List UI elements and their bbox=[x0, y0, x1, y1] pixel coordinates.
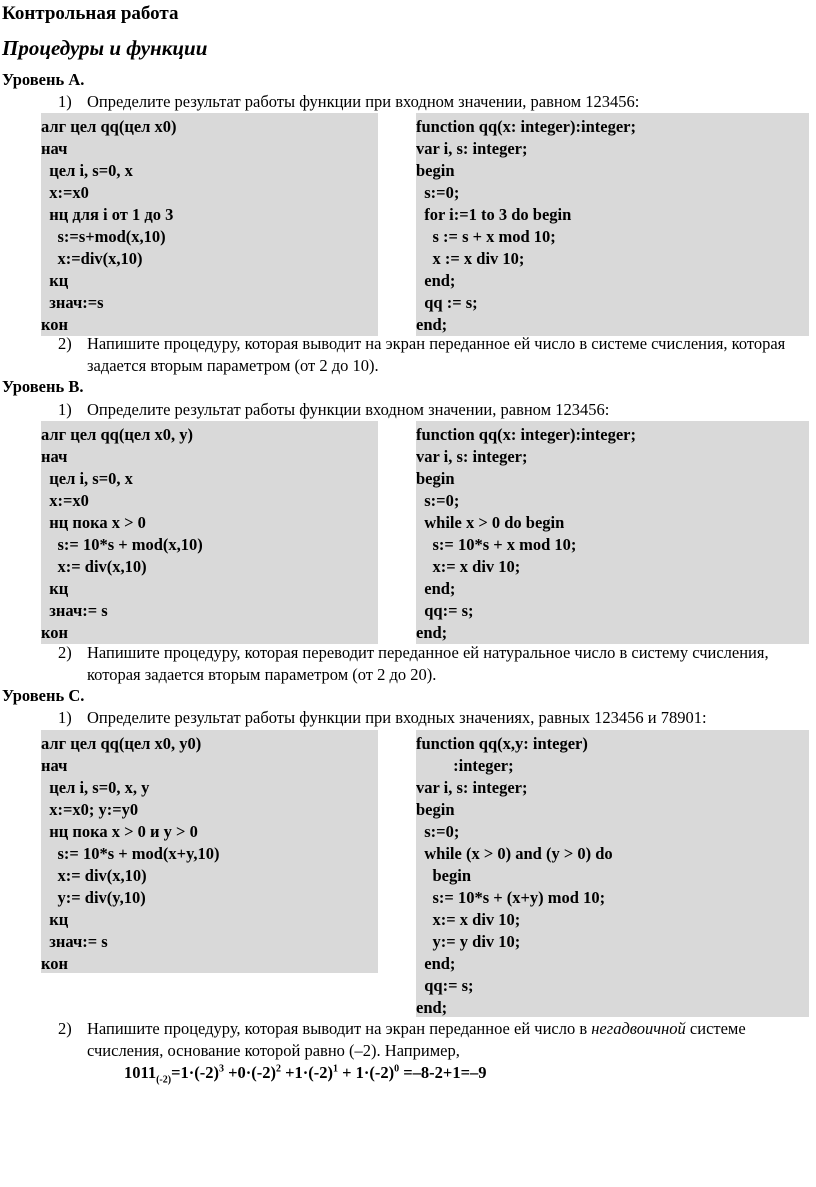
code-line: знач:=s bbox=[41, 293, 104, 312]
code-line: begin bbox=[416, 866, 472, 885]
task-text: Напишите процедуру, которая выводит на экран переданное ей число в системе счисления, которая задается вторым параметром (от 2 до 10). bbox=[87, 334, 786, 375]
code-line: цел i, s=0, x bbox=[41, 469, 133, 488]
code-line: begin bbox=[416, 800, 455, 819]
level-b-heading: Уровень В. bbox=[2, 377, 84, 396]
code-line: нач bbox=[41, 756, 68, 775]
code-line: end; bbox=[416, 271, 456, 290]
code-line: нц для i от 1 до 3 bbox=[41, 205, 174, 224]
code-line: end; bbox=[416, 315, 448, 334]
code-line: while (x > 0) and (y > 0) do bbox=[416, 844, 613, 863]
negabinary-example: $1011_{(-2)}=1\cdot(-2)^3 +0\cdot(-2)^2 +1\cdot(-2)^1 + 1\cdot(-2)^0 =-8-2+1=-9$ bbox=[124, 1063, 487, 1086]
task-number: 2) bbox=[58, 334, 72, 353]
code-line: нач bbox=[41, 139, 68, 158]
code-line: end; bbox=[416, 998, 448, 1017]
code-line: x:= div(x,10) bbox=[41, 557, 147, 576]
level-a-algorithm-code bbox=[41, 113, 378, 336]
code-line: знач:= s bbox=[41, 932, 108, 951]
code-line: var i, s: integer; bbox=[416, 778, 528, 797]
level-c-task-2 bbox=[58, 1018, 803, 1062]
code-line: кон bbox=[41, 315, 69, 334]
code-line: end; bbox=[416, 579, 456, 598]
code-line: нц пока x > 0 bbox=[41, 513, 146, 532]
task-text: Определите результат работы функции при входном значении, равном 123456: bbox=[87, 92, 640, 111]
level-c-task-1 bbox=[58, 707, 803, 729]
code-line: qq := s; bbox=[416, 293, 478, 312]
code-line: var i, s: integer; bbox=[416, 447, 528, 466]
code-line: x := x div 10; bbox=[416, 249, 525, 268]
code-line: кон bbox=[41, 623, 69, 642]
code-line: end; bbox=[416, 623, 448, 642]
code-line: s:= 10*s + (x+y) mod 10; bbox=[416, 888, 606, 907]
task-text: Определите результат работы функции входном значении, равном 123456: bbox=[87, 400, 610, 419]
code-line: нач bbox=[41, 447, 68, 466]
task-text: Определите результат работы функции при входных значениях, равных 123456 и 78901: bbox=[87, 708, 707, 727]
code-line: s:= 10*s + mod(x+y,10) bbox=[41, 844, 220, 863]
code-line: s:= 10*s + x mod 10; bbox=[416, 535, 577, 554]
code-line: цел i, s=0, x bbox=[41, 161, 133, 180]
code-line: x:= x div 10; bbox=[416, 910, 521, 929]
code-line: s:= 10*s + mod(x,10) bbox=[41, 535, 203, 554]
code-line: :integer; bbox=[416, 756, 514, 775]
code-line: qq:= s; bbox=[416, 976, 474, 995]
negabinary-term: негадвоичной bbox=[591, 1019, 686, 1038]
code-line: x:= div(x,10) bbox=[41, 866, 147, 885]
level-c-heading: Уровень С. bbox=[2, 686, 85, 705]
code-line: алг цел qq(цел x0) bbox=[41, 117, 177, 136]
code-line: алг цел qq(цел x0, y0) bbox=[41, 734, 202, 753]
code-line: x:=x0 bbox=[41, 491, 89, 510]
code-line: кц bbox=[41, 579, 69, 598]
code-line: function qq(x: integer):integer; bbox=[416, 425, 636, 444]
level-b-pascal-code bbox=[416, 421, 809, 644]
level-a-task-1 bbox=[58, 91, 803, 113]
code-line: y:= div(y,10) bbox=[41, 888, 146, 907]
task-text: Напишите процедуру, которая выводит на экран переданное ей число в негадвоичной системе счисления, основание которой равно (–2). Например, bbox=[87, 1019, 746, 1060]
code-line: кц bbox=[41, 271, 69, 290]
task-number: 2) bbox=[58, 643, 72, 662]
code-line: y:= y div 10; bbox=[416, 932, 521, 951]
code-line: цел i, s=0, x, y bbox=[41, 778, 150, 797]
code-line: begin bbox=[416, 469, 455, 488]
code-line: кон bbox=[41, 954, 69, 973]
code-line: s := s + x mod 10; bbox=[416, 227, 556, 246]
code-line: кц bbox=[41, 910, 69, 929]
code-line: function qq(x,y: integer) bbox=[416, 734, 588, 753]
level-a-task-2 bbox=[58, 333, 803, 377]
code-line: x:=x0 bbox=[41, 183, 89, 202]
level-a-pascal-code bbox=[416, 113, 809, 336]
page-title: Контрольная работа bbox=[2, 3, 179, 24]
code-line: s:=0; bbox=[416, 491, 460, 510]
code-line: end; bbox=[416, 954, 456, 973]
page-subtitle: Процедуры и функции bbox=[2, 36, 208, 60]
level-b-algorithm-code bbox=[41, 421, 378, 644]
level-a-heading: Уровень А. bbox=[2, 70, 85, 89]
code-line: s:=s+mod(x,10) bbox=[41, 227, 166, 246]
code-line: var i, s: integer; bbox=[416, 139, 528, 158]
level-c-pascal-code bbox=[416, 730, 809, 1017]
code-line: x:=x0; y:=y0 bbox=[41, 800, 139, 819]
code-line: begin bbox=[416, 161, 455, 180]
code-line: function qq(x: integer):integer; bbox=[416, 117, 636, 136]
task-number: 1) bbox=[58, 92, 72, 111]
code-line: s:=0; bbox=[416, 183, 460, 202]
code-line: алг цел qq(цел x0, y) bbox=[41, 425, 194, 444]
code-line: qq:= s; bbox=[416, 601, 474, 620]
task-number: 2) bbox=[58, 1019, 72, 1038]
task-number: 1) bbox=[58, 400, 72, 419]
code-line: x:=div(x,10) bbox=[41, 249, 143, 268]
level-c-algorithm-code bbox=[41, 730, 378, 973]
task-number: 1) bbox=[58, 708, 72, 727]
level-b-task-2 bbox=[58, 642, 803, 686]
code-line: s:=0; bbox=[416, 822, 460, 841]
code-line: x:= x div 10; bbox=[416, 557, 521, 576]
code-line: знач:= s bbox=[41, 601, 108, 620]
level-b-task-1 bbox=[58, 399, 803, 421]
code-line: нц пока x > 0 и y > 0 bbox=[41, 822, 198, 841]
code-line: while x > 0 do begin bbox=[416, 513, 565, 532]
code-line: for i:=1 to 3 do begin bbox=[416, 205, 572, 224]
task-text: Напишите процедуру, которая переводит переданное ей натуральное число в систему счисления, которая задается вторым параметром (от 2 до 20). bbox=[87, 643, 769, 684]
